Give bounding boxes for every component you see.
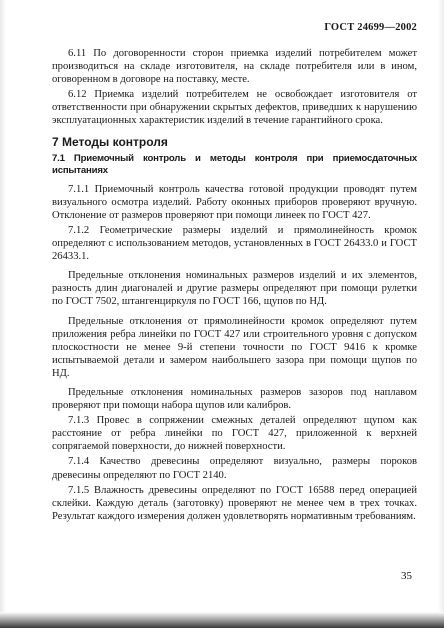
paragraph-6-12: 6.12 Приемка изделий потребителем не освобождает изготовителя от ответственности при обнаружении скрытых дефектов, приведших к нарушению эксплуатационных характеристик изделий в течение гарантийного срока.: [52, 89, 417, 127]
paragraph-gap-deviations: Предельные отклонения номинальных размеров зазоров под наплавом проверяют при помощи набора щупов или калибров.: [52, 386, 417, 412]
paragraph-7-1-2: 7.1.2 Геометрические размеры изделий и прямолинейность кромок определяют с использованием методов, установленных в ГОСТ 26433.0 и ГОСТ 26433.1.: [52, 224, 417, 263]
paragraph-6-11: 6.11 По договоренности сторон приемка изделий потребителем может производиться на складе изготовителя, на складе потребителя или в ином, оговоренном в договоре на поставку, месте.: [52, 48, 417, 86]
paragraph-7-1-1: 7.1.1 Приемочный контроль качества готовой продукции проводят путем визуального осмотра изделий. Работу оконных приборов проверяют вручную. Отклонение от размеров проверяют при помощи линеек по ГОСТ 427.: [52, 183, 417, 221]
page-bottom-edge: [0, 612, 444, 628]
paragraph-7-1-5: 7.1.5 Влажность древесины определяют по ГОСТ 16588 перед операцией склейки. Каждую деталь (заготовку) проверяют не менее чем в трех точках. Результат каждого измерения должен удовлетворять нормативным требованиям.: [52, 484, 417, 522]
section-heading: 7 Методы контроля: [52, 134, 168, 149]
subsection-heading: 7.1 Приемочный контроль и методы контроля при приемосдаточных испытаниях: [52, 152, 417, 176]
document-body: [52, 47, 417, 525]
paragraph-7-1-3: 7.1.3 Провес в сопряжении смежных деталей определяют щупом как расстояние от ребра линейки по ГОСТ 427, приложенной к верхней сопрягаемой поверхности, до нижней поверхности.: [52, 415, 417, 453]
paragraph-7-1-4: 7.1.4 Качество древесины определяют визуально, размеры пороков древесины определяют по ГОСТ 2140.: [52, 456, 417, 481]
page-number: 35: [401, 570, 412, 582]
paragraph-straightness-deviations: Предельные отклонения от прямолинейности кромок определяют путем приложения ребра линейки по ГОСТ 427 или строительного уровня с допуском плоскостности не менее 9-й степени точности по ГОСТ 9416 к кромке испытываемой детали и замером наибольшего зазора при помощи щупов по НД.: [52, 315, 417, 379]
document-header: ГОСТ 24699—2002: [324, 22, 417, 33]
paragraph-size-deviations: Предельные отклонения номинальных размеров изделий и их элементов, разность длин диагоналей и другие размеры определяют при помощи рулетки по ГОСТ 7502, штангенциркуля по ГОСТ 166, щупов по НД.: [52, 270, 417, 308]
